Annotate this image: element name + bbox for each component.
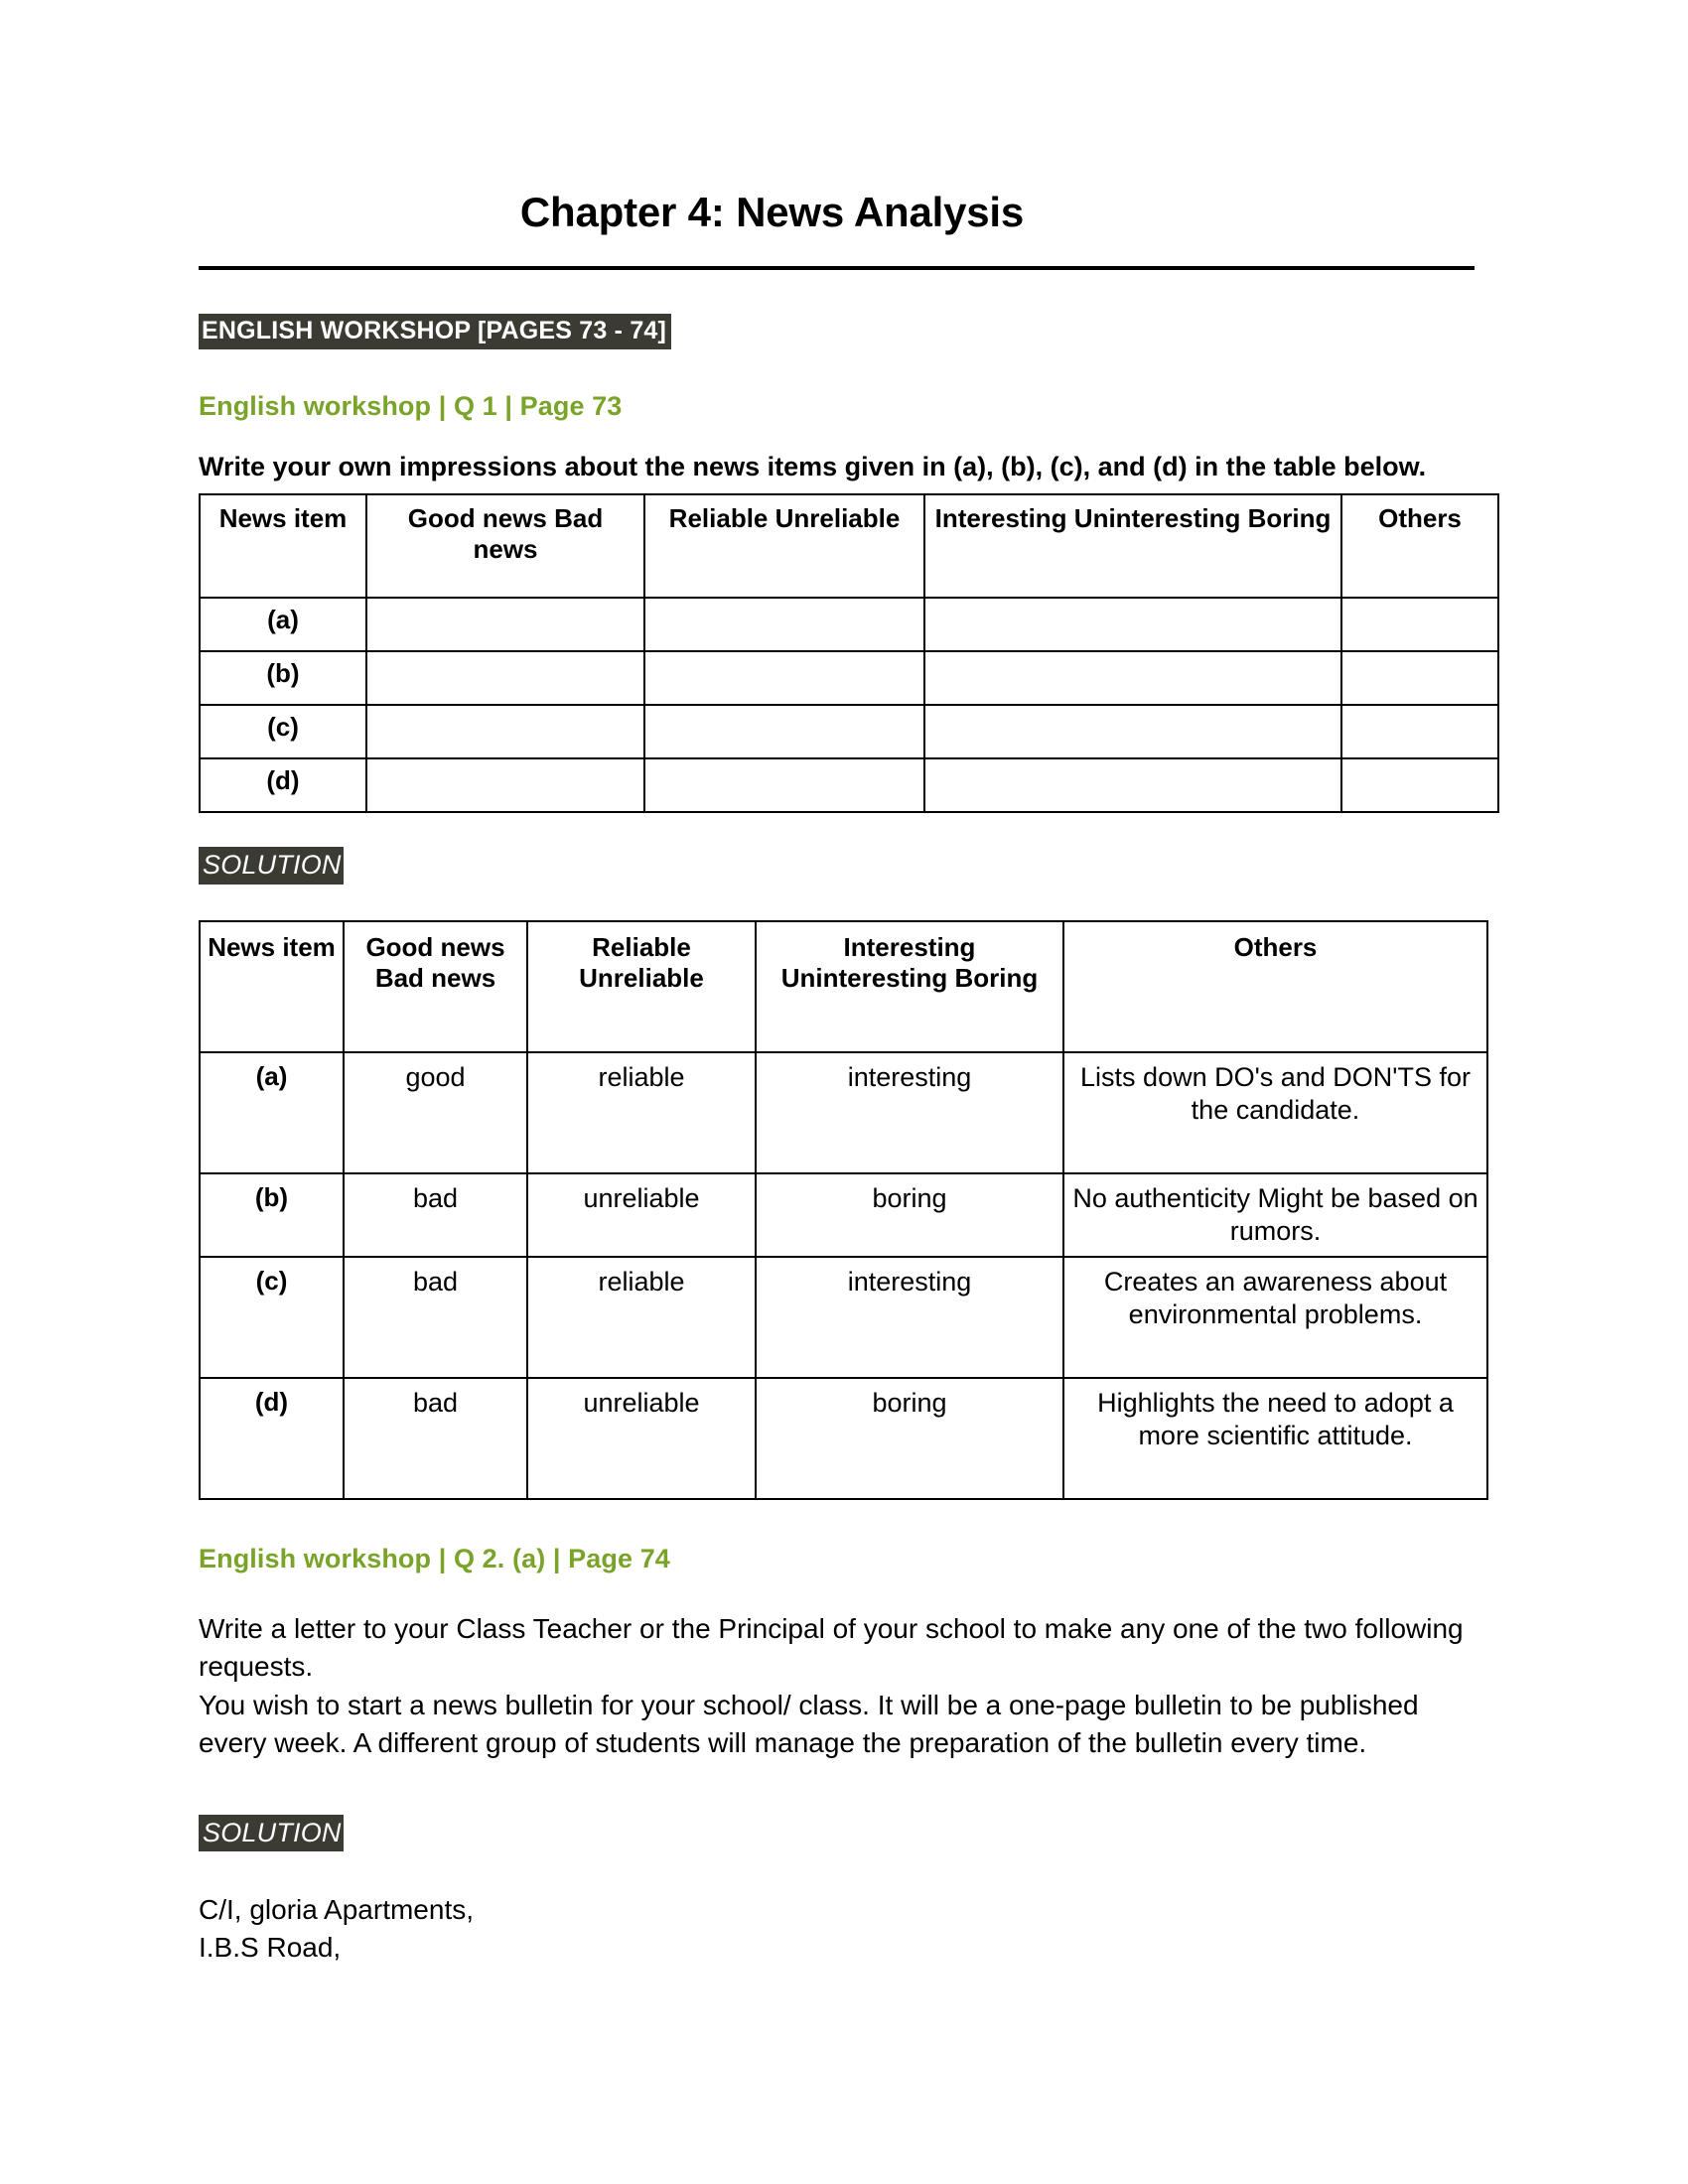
cell-others[interactable] <box>1341 598 1498 651</box>
impressions-blank-table <box>199 493 1499 813</box>
column-header-good-bad: Good news Bad news <box>366 494 644 598</box>
table-header-row <box>200 494 1498 598</box>
cell-news-item: (a) <box>200 598 366 651</box>
column-header-others: Others <box>1341 494 1498 598</box>
cell-good-bad: bad <box>344 1173 527 1257</box>
table-header-row <box>200 921 1487 1052</box>
cell-others[interactable] <box>1341 651 1498 705</box>
q1-solution-banner: SOLUTION <box>199 847 344 884</box>
page-title: Chapter 4: News Analysis <box>519 189 1025 235</box>
cell-reliable[interactable] <box>644 651 924 705</box>
cell-reliable: unreliable <box>527 1378 756 1499</box>
q1-prompt: Write your own impressions about the news items given in (a), (b), (c), and (d) in the table below. <box>199 451 1427 481</box>
table-row <box>200 598 1498 651</box>
table-row <box>200 758 1498 812</box>
cell-interesting[interactable] <box>924 598 1341 651</box>
q1-solution-banner-wrap <box>199 847 1504 884</box>
cell-interesting: boring <box>756 1173 1063 1257</box>
cell-others: Highlights the need to adopt a more scientific attitude. <box>1063 1378 1487 1499</box>
column-header-others: Others <box>1063 921 1487 1052</box>
cell-news-item: (c) <box>200 705 366 758</box>
cell-news-item: (b) <box>200 1173 344 1257</box>
title-divider <box>199 266 1475 270</box>
cell-news-item: (b) <box>200 651 366 705</box>
cell-interesting: interesting <box>756 1052 1063 1173</box>
q2-prompt-line2: You wish to start a news bulletin for your school/ class. It will be a one-page bulletin to be published every week. A different group of students will manage the preparation of the bulletin every time. <box>199 1689 1419 1759</box>
cell-reliable[interactable] <box>644 758 924 812</box>
cell-good-bad[interactable] <box>366 758 644 812</box>
cell-others: Lists down DO's and DON'TS for the candidate. <box>1063 1052 1487 1173</box>
cell-reliable: unreliable <box>527 1173 756 1257</box>
table-row <box>200 1173 1487 1257</box>
cell-others[interactable] <box>1341 705 1498 758</box>
cell-news-item: (c) <box>200 1257 344 1378</box>
cell-reliable: reliable <box>527 1257 756 1378</box>
cell-interesting[interactable] <box>924 705 1341 758</box>
column-header-reliable: Reliable Unreliable <box>644 494 924 598</box>
cell-interesting[interactable] <box>924 758 1341 812</box>
cell-others: No authenticity Might be based on rumors. <box>1063 1173 1487 1257</box>
cell-interesting: interesting <box>756 1257 1063 1378</box>
cell-good-bad: good <box>344 1052 527 1173</box>
cell-interesting: boring <box>756 1378 1063 1499</box>
q2-solution-banner: SOLUTION <box>199 1815 344 1851</box>
english-workshop-banner-wrap <box>199 314 1504 349</box>
cell-good-bad[interactable] <box>366 598 644 651</box>
table-row <box>200 1052 1487 1173</box>
cell-good-bad[interactable] <box>366 651 644 705</box>
cell-reliable: reliable <box>527 1052 756 1173</box>
column-header-good-bad: Good news Bad news <box>344 921 527 1052</box>
q1-heading: English workshop | Q 1 | Page 73 <box>199 390 623 421</box>
cell-news-item: (a) <box>200 1052 344 1173</box>
column-header-interesting: Interesting Uninteresting Boring <box>756 921 1063 1052</box>
column-header-interesting: Interesting Uninteresting Boring <box>924 494 1341 598</box>
cell-good-bad[interactable] <box>366 705 644 758</box>
column-header-reliable: Reliable Unreliable <box>527 921 756 1052</box>
column-header-news-item: News item <box>200 921 344 1052</box>
cell-news-item: (d) <box>200 1378 344 1499</box>
q2-heading: English workshop | Q 2. (a) | Page 74 <box>199 1543 670 1573</box>
cell-good-bad: bad <box>344 1378 527 1499</box>
cell-reliable[interactable] <box>644 705 924 758</box>
impressions-solution-table <box>199 920 1488 1500</box>
english-workshop-banner: ENGLISH WORKSHOP [PAGES 73 - 74] <box>199 314 671 349</box>
table-row <box>200 1257 1487 1378</box>
cell-interesting[interactable] <box>924 651 1341 705</box>
cell-others[interactable] <box>1341 758 1498 812</box>
q2-prompt-line1: Write a letter to your Class Teacher or the Principal of your school to make any one of the two following requests. <box>199 1612 1464 1683</box>
cell-reliable[interactable] <box>644 598 924 651</box>
cell-good-bad: bad <box>344 1257 527 1378</box>
q2-answer-line1: C/I, gloria Apartments, <box>199 1894 475 1926</box>
table-row <box>200 651 1498 705</box>
q2-prompt <box>199 1610 1489 1764</box>
q2-solution-banner-wrap <box>199 1815 1504 1851</box>
cell-others: Creates an awareness about environmental problems. <box>1063 1257 1487 1378</box>
q2-answer-line2: I.B.S Road, <box>199 1932 342 1964</box>
table-row <box>200 1378 1487 1499</box>
cell-news-item: (d) <box>200 758 366 812</box>
column-header-news-item: News item <box>200 494 366 598</box>
table-row <box>200 705 1498 758</box>
